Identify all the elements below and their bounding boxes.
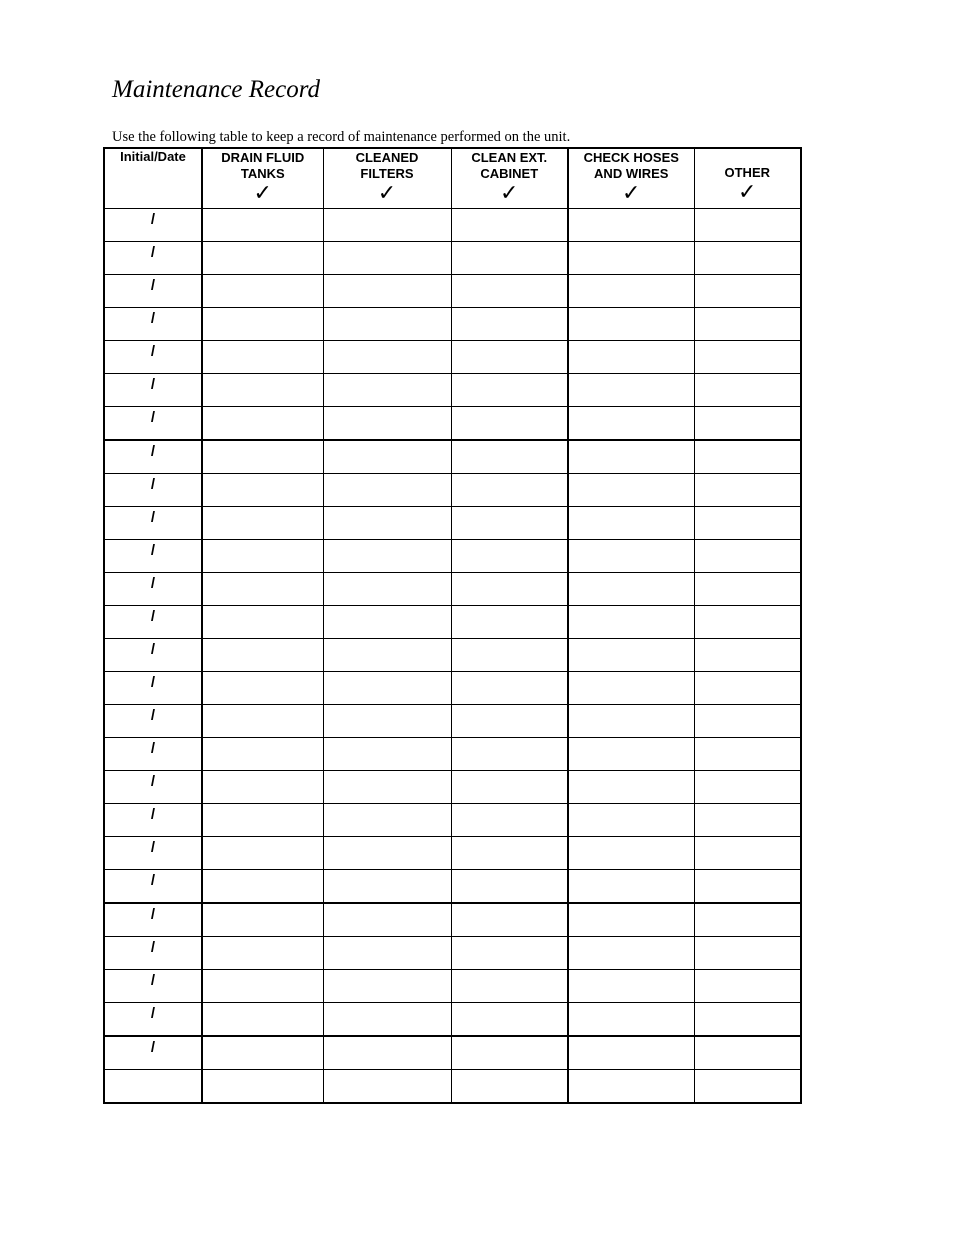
clean-ext-cabinet-cell[interactable] [451, 573, 568, 606]
other-cell[interactable] [694, 837, 801, 870]
other-cell[interactable] [694, 242, 801, 275]
date-separator: / [150, 1005, 156, 1022]
initial-date-cell[interactable] [104, 242, 202, 275]
clean-ext-cabinet-cell[interactable] [451, 308, 568, 341]
cleaned-filters-cell[interactable] [323, 1003, 451, 1037]
table-row [104, 804, 801, 837]
table-row [104, 540, 801, 573]
check-hoses-wires-cell[interactable] [568, 275, 694, 308]
table-row [104, 738, 801, 771]
initial-date-cell[interactable] [104, 804, 202, 837]
initial-date-cell[interactable] [104, 507, 202, 540]
other-cell[interactable] [694, 639, 801, 672]
date-separator: / [150, 872, 156, 889]
drain-fluid-tanks-cell[interactable] [202, 870, 323, 904]
initial-date-cell[interactable] [104, 573, 202, 606]
drain-fluid-tanks-cell[interactable] [202, 341, 323, 374]
cleaned-filters-cell[interactable] [323, 275, 451, 308]
clean-ext-cabinet-cell[interactable] [451, 209, 568, 242]
clean-ext-cabinet-cell[interactable] [451, 705, 568, 738]
table-row [104, 672, 801, 705]
header-line1: CLEAN EXT. [471, 150, 548, 165]
check-hoses-wires-cell[interactable] [568, 1036, 694, 1070]
check-hoses-wires-cell[interactable] [568, 308, 694, 341]
check-hoses-wires-cell[interactable] [568, 242, 694, 275]
other-cell[interactable] [694, 870, 801, 904]
initial-date-cell[interactable] [104, 1070, 202, 1104]
other-cell[interactable] [694, 407, 801, 441]
drain-fluid-tanks-cell[interactable] [202, 1070, 323, 1104]
clean-ext-cabinet-cell[interactable] [451, 1003, 568, 1037]
table-row [104, 937, 801, 970]
table-row [104, 275, 801, 308]
header-line2: AND WIRES [594, 166, 669, 181]
cleaned-filters-cell[interactable] [323, 474, 451, 507]
initial-date-cell[interactable] [104, 606, 202, 639]
other-cell[interactable] [694, 1003, 801, 1037]
drain-fluid-tanks-cell[interactable] [202, 440, 323, 474]
table-row [104, 837, 801, 870]
clean-ext-cabinet-cell[interactable] [451, 738, 568, 771]
table-row [104, 507, 801, 540]
date-separator: / [150, 641, 156, 658]
date-separator: / [150, 939, 156, 956]
initial-date-cell[interactable] [104, 540, 202, 573]
cleaned-filters-cell[interactable] [323, 705, 451, 738]
cleaned-filters-cell[interactable] [323, 374, 451, 407]
other-cell[interactable] [694, 672, 801, 705]
drain-fluid-tanks-cell[interactable] [202, 275, 323, 308]
check-icon: ✓ [377, 180, 397, 205]
drain-fluid-tanks-cell[interactable] [202, 771, 323, 804]
other-cell[interactable] [694, 573, 801, 606]
date-separator: / [150, 277, 156, 294]
date-separator: / [150, 376, 156, 393]
header-line1: CLEANED [355, 150, 419, 165]
initial-date-cell[interactable] [104, 837, 202, 870]
drain-fluid-tanks-cell[interactable] [202, 540, 323, 573]
cleaned-filters-cell[interactable] [323, 771, 451, 804]
other-cell[interactable] [694, 507, 801, 540]
intro-text: Use the following table to keep a record of maintenance performed on the unit. [112, 129, 571, 145]
initial-date-cell[interactable] [104, 903, 202, 937]
clean-ext-cabinet-cell[interactable] [451, 837, 568, 870]
drain-fluid-tanks-cell[interactable] [202, 1036, 323, 1070]
drain-fluid-tanks-cell[interactable] [202, 639, 323, 672]
date-separator: / [150, 707, 156, 724]
table-row [104, 440, 801, 474]
check-hoses-wires-cell[interactable] [568, 507, 694, 540]
check-hoses-wires-cell[interactable] [568, 606, 694, 639]
drain-fluid-tanks-cell[interactable] [202, 308, 323, 341]
clean-ext-cabinet-cell[interactable] [451, 804, 568, 837]
clean-ext-cabinet-cell[interactable] [451, 341, 568, 374]
cleaned-filters-cell[interactable] [323, 407, 451, 441]
initial-date-cell[interactable] [104, 407, 202, 441]
date-separator: / [150, 906, 156, 923]
cleaned-filters-cell[interactable] [323, 341, 451, 374]
initial-date-cell[interactable] [104, 738, 202, 771]
initial-date-cell[interactable] [104, 308, 202, 341]
other-cell[interactable] [694, 474, 801, 507]
check-hoses-wires-cell[interactable] [568, 209, 694, 242]
date-separator: / [150, 509, 156, 526]
date-separator: / [150, 244, 156, 261]
table-row [104, 209, 801, 242]
maintenance-table [103, 147, 802, 1104]
header-line2: FILTERS [360, 166, 414, 181]
header-line2: CABINET [480, 166, 539, 181]
table-row [104, 474, 801, 507]
table-row [104, 1003, 801, 1037]
drain-fluid-tanks-cell[interactable] [202, 705, 323, 738]
drain-fluid-tanks-cell[interactable] [202, 672, 323, 705]
other-cell[interactable] [694, 606, 801, 639]
check-hoses-wires-cell[interactable] [568, 738, 694, 771]
cleaned-filters-cell[interactable] [323, 937, 451, 970]
cleaned-filters-cell[interactable] [323, 242, 451, 275]
initial-date-cell[interactable] [104, 937, 202, 970]
drain-fluid-tanks-cell[interactable] [202, 507, 323, 540]
drain-fluid-tanks-cell[interactable] [202, 804, 323, 837]
cleaned-filters-cell[interactable] [323, 440, 451, 474]
drain-fluid-tanks-cell[interactable] [202, 1003, 323, 1037]
clean-ext-cabinet-cell[interactable] [451, 507, 568, 540]
other-cell[interactable] [694, 308, 801, 341]
date-separator: / [150, 972, 156, 989]
check-hoses-wires-cell[interactable] [568, 970, 694, 1003]
drain-fluid-tanks-cell[interactable] [202, 209, 323, 242]
table-row [104, 341, 801, 374]
drain-fluid-tanks-cell[interactable] [202, 837, 323, 870]
initial-date-cell[interactable] [104, 970, 202, 1003]
clean-ext-cabinet-cell[interactable] [451, 771, 568, 804]
table-row [104, 771, 801, 804]
other-header [694, 148, 801, 209]
initial-date-cell[interactable] [104, 440, 202, 474]
cleaned-filters-cell[interactable] [323, 1036, 451, 1070]
check-icon: ✓ [253, 180, 272, 205]
cleaned-filters-cell[interactable] [323, 308, 451, 341]
check-hoses-wires-cell[interactable] [568, 407, 694, 441]
initial-date-cell[interactable] [104, 275, 202, 308]
header-row [104, 148, 801, 209]
drain-fluid-tanks-cell[interactable] [202, 738, 323, 771]
page-title: Maintenance Record [112, 76, 321, 103]
cleaned-filters-cell[interactable] [323, 870, 451, 904]
clean-ext-cabinet-cell[interactable] [451, 374, 568, 407]
check-hoses-wires-cell[interactable] [568, 1003, 694, 1037]
header-line1: DRAIN FLUID [221, 150, 305, 165]
table-row [104, 1070, 801, 1104]
cleaned-filters-cell[interactable] [323, 573, 451, 606]
check-hoses-wires-cell[interactable] [568, 804, 694, 837]
date-separator: / [150, 1039, 156, 1056]
date-separator: / [150, 343, 156, 360]
clean-ext-cabinet-cell[interactable] [451, 275, 568, 308]
clean-ext-cabinet-cell[interactable] [451, 242, 568, 275]
clean-ext-cabinet-cell[interactable] [451, 937, 568, 970]
table-row [104, 870, 801, 904]
clean-ext-cabinet-cell[interactable] [451, 1036, 568, 1070]
check-hoses-wires-cell[interactable] [568, 440, 694, 474]
other-cell[interactable] [694, 937, 801, 970]
other-cell[interactable] [694, 970, 801, 1003]
other-cell[interactable] [694, 374, 801, 407]
other-cell[interactable] [694, 1036, 801, 1070]
clean-ext-cabinet-cell[interactable] [451, 440, 568, 474]
drain-fluid-tanks-cell[interactable] [202, 242, 323, 275]
cleaned-filters-cell[interactable] [323, 970, 451, 1003]
drain-fluid-tanks-cell[interactable] [202, 474, 323, 507]
other-cell[interactable] [694, 540, 801, 573]
cleaned-filters-cell[interactable] [323, 639, 451, 672]
clean-ext-cabinet-cell[interactable] [451, 1070, 568, 1104]
check-hoses-wires-cell[interactable] [568, 870, 694, 904]
initial-date-cell[interactable] [104, 870, 202, 904]
check-icon: ✓ [500, 180, 519, 205]
initial-date-cell[interactable] [104, 1003, 202, 1037]
date-separator: / [150, 476, 156, 493]
table-row [104, 407, 801, 441]
cleaned-filters-cell[interactable] [323, 837, 451, 870]
cleaned-filters-cell[interactable] [323, 1070, 451, 1104]
clean-ext-cabinet-cell[interactable] [451, 870, 568, 904]
initial-date-cell[interactable] [104, 341, 202, 374]
date-separator: / [150, 542, 156, 559]
check-hoses-wires-cell[interactable] [568, 1070, 694, 1104]
other-cell[interactable] [694, 1070, 801, 1104]
clean-ext-cabinet-cell[interactable] [451, 474, 568, 507]
check-hoses-wires-cell[interactable] [568, 573, 694, 606]
check-hoses-wires-cell[interactable] [568, 937, 694, 970]
other-cell[interactable] [694, 738, 801, 771]
clean-ext-cabinet-header [451, 148, 568, 209]
date-separator: / [150, 575, 156, 592]
initial-date-cell[interactable] [104, 374, 202, 407]
table-row [104, 242, 801, 275]
initial-date-header: Initial/Date [104, 148, 202, 209]
date-separator: / [150, 409, 156, 426]
check-hoses-wires-cell[interactable] [568, 837, 694, 870]
other-cell[interactable] [694, 440, 801, 474]
cleaned-filters-cell[interactable] [323, 209, 451, 242]
check-hoses-wires-cell[interactable] [568, 540, 694, 573]
drain-fluid-tanks-cell[interactable] [202, 374, 323, 407]
date-separator: / [150, 443, 156, 460]
check-hoses-wires-cell[interactable] [568, 672, 694, 705]
cleaned-filters-cell[interactable] [323, 606, 451, 639]
initial-date-cell[interactable] [104, 705, 202, 738]
check-icon: ✓ [738, 179, 757, 204]
clean-ext-cabinet-cell[interactable] [451, 903, 568, 937]
drain-fluid-tanks-cell[interactable] [202, 573, 323, 606]
header-line1: CHECK HOSES [583, 150, 679, 165]
cleaned-filters-header [323, 148, 451, 209]
table-row [104, 374, 801, 407]
header-line1: OTHER [724, 165, 770, 180]
check-hoses-wires-cell[interactable] [568, 705, 694, 738]
table-row [104, 705, 801, 738]
date-separator: / [150, 806, 156, 823]
cleaned-filters-cell[interactable] [323, 738, 451, 771]
clean-ext-cabinet-cell[interactable] [451, 540, 568, 573]
check-hoses-wires-cell[interactable] [568, 474, 694, 507]
cleaned-filters-cell[interactable] [323, 507, 451, 540]
other-cell[interactable] [694, 903, 801, 937]
date-separator: / [150, 773, 156, 790]
table-row [104, 970, 801, 1003]
check-hoses-wires-cell[interactable] [568, 341, 694, 374]
clean-ext-cabinet-cell[interactable] [451, 639, 568, 672]
initial-date-cell[interactable] [104, 672, 202, 705]
drain-fluid-tanks-cell[interactable] [202, 903, 323, 937]
drain-fluid-tanks-cell[interactable] [202, 970, 323, 1003]
initial-date-cell[interactable] [104, 474, 202, 507]
drain-fluid-tanks-header [202, 148, 323, 209]
header-line2: TANKS [240, 166, 285, 181]
check-hoses-wires-cell[interactable] [568, 639, 694, 672]
table-row [104, 606, 801, 639]
check-hoses-wires-cell[interactable] [568, 374, 694, 407]
check-hoses-wires-cell[interactable] [568, 771, 694, 804]
cleaned-filters-cell[interactable] [323, 903, 451, 937]
table-row [104, 1036, 801, 1070]
date-separator: / [150, 674, 156, 691]
date-separator: / [150, 310, 156, 327]
table-row [104, 308, 801, 341]
clean-ext-cabinet-cell[interactable] [451, 970, 568, 1003]
clean-ext-cabinet-cell[interactable] [451, 606, 568, 639]
other-cell[interactable] [694, 771, 801, 804]
date-separator: / [150, 211, 156, 228]
initial-date-cell[interactable] [104, 771, 202, 804]
check-hoses-wires-cell[interactable] [568, 903, 694, 937]
table-row [104, 639, 801, 672]
check-icon: ✓ [622, 180, 641, 205]
drain-fluid-tanks-cell[interactable] [202, 606, 323, 639]
drain-fluid-tanks-cell[interactable] [202, 407, 323, 441]
table-row [104, 903, 801, 937]
date-separator: / [150, 740, 156, 757]
other-cell[interactable] [694, 341, 801, 374]
check-hoses-wires-header [568, 148, 694, 209]
date-separator: / [150, 608, 156, 625]
other-cell[interactable] [694, 275, 801, 308]
clean-ext-cabinet-cell[interactable] [451, 672, 568, 705]
other-cell[interactable] [694, 804, 801, 837]
cleaned-filters-cell[interactable] [323, 804, 451, 837]
drain-fluid-tanks-cell[interactable] [202, 937, 323, 970]
other-cell[interactable] [694, 705, 801, 738]
cleaned-filters-cell[interactable] [323, 540, 451, 573]
initial-date-cell[interactable] [104, 639, 202, 672]
other-cell[interactable] [694, 209, 801, 242]
cleaned-filters-cell[interactable] [323, 672, 451, 705]
initial-date-cell[interactable] [104, 1036, 202, 1070]
table-row [104, 573, 801, 606]
clean-ext-cabinet-cell[interactable] [451, 407, 568, 441]
initial-date-cell[interactable] [104, 209, 202, 242]
date-separator: / [150, 839, 156, 856]
